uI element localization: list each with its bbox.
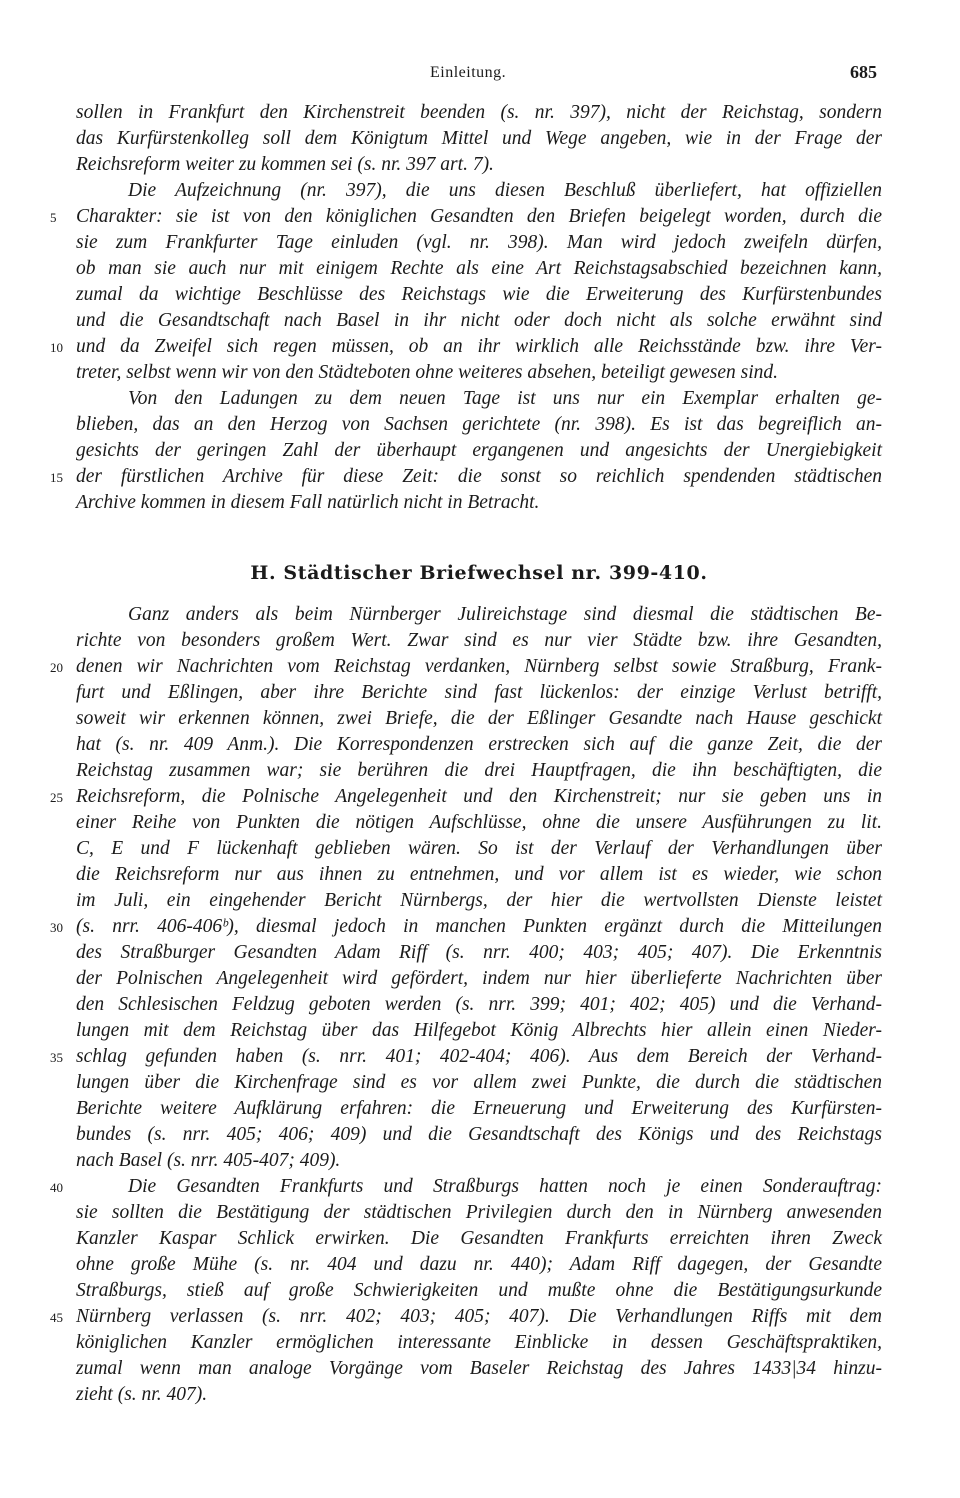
text-line: treter, selbst wenn wir von den Städteboten ohne weiteres absehen, beteiligt gewesen sind. xyxy=(76,362,779,383)
text-line: zieht (s. nr. 407). xyxy=(76,1384,208,1405)
text-line: Reichsreform, die Polnische Angelegenheit und den Kirchenstreit; nur sie geben uns in xyxy=(76,786,882,807)
text-line: hat (s. nr. 409 Anm.). Die Korrespondenzen erstrecken sich auf die ganze Zeit, die der xyxy=(76,734,882,755)
text-line: blieben, das an den Herzog von Sachsen gerichtete (nr. 398). Es ist das begreiflich an- xyxy=(76,414,882,435)
text-line: die Reichsreform nur aus ihnen zu entnehmen, und vor allem ist es wieder, wie schon xyxy=(76,864,882,885)
text-line: Die Aufzeichnung (nr. 397), die uns diesen Beschluß überliefert, hat offiziellen xyxy=(128,180,882,201)
text-line: sie sollten die Bestätigung der städtischen Privilegien durch den in Nürnberg anwesenden xyxy=(76,1202,882,1223)
section-heading: H. Städtischer Briefwechsel nr. 399-410. xyxy=(250,562,708,584)
text-line: der Polnischen Angelegenheit wird gefördert, indem nur hier überlieferte Nachrichten über xyxy=(76,968,882,989)
text-line: königlichen Kanzler ermöglichen interessante Einblicke in dessen Geschäftspraktiken, xyxy=(76,1332,882,1353)
text-line: lungen über die Kirchenfrage sind es vor allem zwei Punkte, die durch die städtischen xyxy=(76,1072,882,1093)
text-line: Nürnberg verlassen (s. nrr. 402; 403; 405; 407). Die Verhandlungen Riffs mit dem xyxy=(76,1306,882,1327)
text-line: Von den Ladungen zu dem neuen Tage ist uns nur ein Exemplar erhalten ge- xyxy=(128,388,882,409)
text-line: und die Gesandtschaft nach Basel in ihr nicht oder doch nicht als solche erwähnt sind xyxy=(76,310,882,331)
text-line: richte von besonders großem Wert. Zwar sind es nur vier Städte bzw. ihre Gesandten, xyxy=(76,630,882,651)
text-line: zumal da wichtige Beschlüsse des Reichstags wie die Erweiterung des Kurfürstenbundes xyxy=(76,284,882,305)
text-line: das Kurfürstenkolleg soll dem Königtum Mittel und Wege angeben, wie in der Frage der xyxy=(76,128,882,149)
text-line: einer Reihe von Punkten die nötigen Aufschlüsse, ohne die unsere Ausführungen zu lit. xyxy=(76,812,882,833)
page-number: 685 xyxy=(850,62,877,82)
text-line: nach Basel (s. nrr. 405-407; 409). xyxy=(76,1150,341,1171)
text-line: schlag gefunden haben (s. nrr. 401; 402-404; 406). Aus dem Bereich der Verhand- xyxy=(76,1046,882,1067)
text-line: (s. nrr. 406-406ᵇ), diesmal jedoch in manchen Punkten ergänzt durch die Mitteilungen xyxy=(76,916,882,937)
line-number: 15 xyxy=(50,470,63,485)
line-number: 35 xyxy=(50,1050,63,1065)
text-line: Charakter: sie ist von den königlichen Gesandten den Briefen beigelegt worden, durch die xyxy=(76,206,882,227)
line-number: 20 xyxy=(50,660,63,675)
line-number: 45 xyxy=(50,1310,63,1325)
text-line: ohne große Mühe (s. nr. 404 und dazu nr. 440); Adam Riff dagegen, der Gesandte xyxy=(76,1254,882,1275)
text-line: gesichts der geringen Zahl der überhaupt ergangenen und angesichts der Unergiebigkeit xyxy=(76,440,882,461)
text-line: lungen mit dem Reichstag über das Hilfegebot König Albrechts hier allein einen Nieder- xyxy=(76,1020,882,1041)
text-line: den Schlesischen Feldzug geboten werden (s. nrr. 399; 401; 402; 405) und die Verhand- xyxy=(76,994,882,1015)
text-line: ob man sie auch nur mit einigem Rechte als eine Art Reichstagsabschied bezeichnen kann, xyxy=(76,258,882,279)
text-line: Kanzler Kaspar Schlick erwirken. Die Gesandten Frankfurts erreichten ihren Zweck xyxy=(76,1228,882,1249)
text-line: bundes (s. nrr. 405; 406; 409) und die Gesandtschaft des Königs und des Reichstags xyxy=(76,1124,882,1145)
text-line: Straßburgs, stieß auf große Schwierigkeiten und mußte ohne die Bestätigungsurkunde xyxy=(76,1280,882,1301)
text-line: Reichsreform weiter zu kommen sei (s. nr. 397 art. 7). xyxy=(76,154,494,175)
line-number: 10 xyxy=(50,340,63,355)
text-line: C, E und F lückenhaft geblieben wären. So ist der Verlauf der Verhandlungen über xyxy=(76,838,882,859)
text-line: des Straßburger Gesandten Adam Riff (s. nrr. 400; 403; 405; 407). Die Erkenntnis xyxy=(76,942,882,963)
text-line: Archive kommen in diesem Fall natürlich nicht in Betracht. xyxy=(76,492,540,513)
text-line: denen wir Nachrichten vom Reichstag verdanken, Nürnberg selbst sowie Straßburg, Frank- xyxy=(76,656,882,677)
line-number: 40 xyxy=(50,1180,63,1195)
text-line: und da Zweifel sich regen müssen, ob an ihr wirklich alle Reichsstände bzw. ihre Ver- xyxy=(76,336,882,357)
line-number: 5 xyxy=(50,210,57,225)
running-title: Einleitung. xyxy=(430,64,507,81)
text-line: sie zum Frankfurter Tage einluden (vgl. nr. 398). Man wird jedoch zweifeln dürfen, xyxy=(76,232,882,253)
line-number: 25 xyxy=(50,790,63,805)
text-line: der fürstlichen Archive für diese Zeit: die sonst so reichlich spendenden städtischen xyxy=(76,466,882,487)
text-line: im Juli, ein eingehender Bericht Nürnbergs, der hier die wertvollsten Dienste leistet xyxy=(76,890,882,911)
text-line: zumal wenn man analoge Vorgänge vom Baseler Reichstag des Jahres 1433|34 hinzu- xyxy=(76,1358,882,1379)
text-line: furt und Eßlingen, aber ihre Berichte sind fast lückenlos: der einzige Verlust betrifft, xyxy=(76,682,882,703)
text-line: sollen in Frankfurt den Kirchenstreit beenden (s. nr. 397), nicht der Reichstag, sondern xyxy=(76,102,882,123)
text-line: soweit wir erkennen können, zwei Briefe, die der Eßlinger Gesandte nach Hause geschickt xyxy=(76,708,882,729)
text-line: Ganz anders als beim Nürnberger Julireichstage sind diesmal die städtischen Be- xyxy=(128,604,882,625)
text-line: Die Gesandten Frankfurts und Straßburgs hatten noch je einen Sonderauftrag: xyxy=(128,1176,882,1197)
line-number: 30 xyxy=(50,920,63,935)
text-line: Berichte weitere Aufklärung erfahren: die Erneuerung und Erweiterung des Kurfürsten- xyxy=(76,1098,882,1119)
text-line: Reichstag zusammen war; sie berühren die drei Hauptfragen, die ihn beschäftigten, die xyxy=(76,760,882,781)
